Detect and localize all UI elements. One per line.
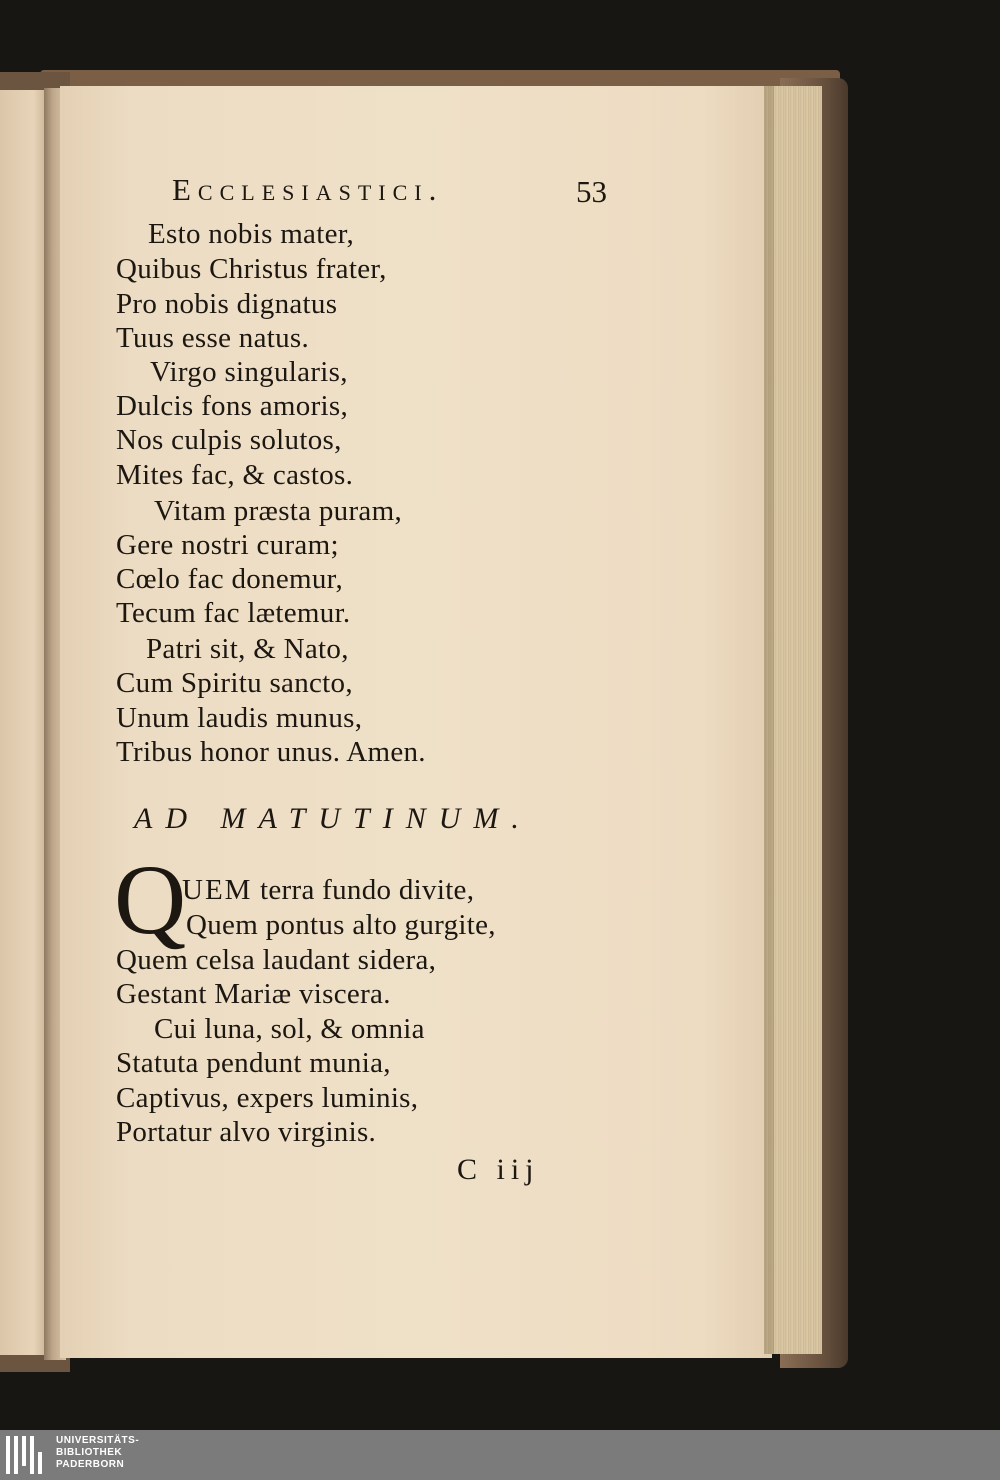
library-footer bbox=[0, 1430, 1000, 1480]
verse-line: Pro nobis dignatus bbox=[116, 288, 338, 320]
verse-line: Tribus honor unus. Amen. bbox=[116, 736, 426, 768]
verse-line: Dulcis fons amoris, bbox=[116, 390, 349, 422]
page-number: 53 bbox=[576, 174, 607, 209]
verse-line: Cui luna, sol, & omnia bbox=[154, 1013, 425, 1045]
verse-line: Gestant Mariæ viscera. bbox=[116, 978, 391, 1010]
first-line-rest: terra fundo divite, bbox=[252, 874, 475, 906]
verse-line: Quem celsa laudant sidera, bbox=[116, 944, 437, 976]
verse-line: Tecum fac lætemur. bbox=[116, 597, 351, 629]
verse-line: Nos culpis solutos, bbox=[116, 424, 342, 456]
signature-mark: C iij bbox=[457, 1153, 540, 1186]
section-heading: AD MATUTINUM. bbox=[134, 802, 532, 835]
verse-line: Quem pontus alto gurgite, bbox=[186, 909, 496, 941]
verse-line: Gere nostri curam; bbox=[116, 529, 339, 561]
verse-line: Unum laudis munus, bbox=[116, 702, 363, 734]
logo-line: BIBLIOTHEK bbox=[56, 1447, 123, 1458]
verse-line: Mites fac, & castos. bbox=[116, 459, 354, 491]
verse-line: Virgo singularis, bbox=[150, 356, 348, 388]
verse-line-first bbox=[182, 874, 474, 907]
verse-line: Vitam præsta puram, bbox=[154, 495, 402, 527]
first-word: UEM bbox=[182, 874, 253, 906]
verse-line: Cœlo fac donemur, bbox=[116, 563, 344, 595]
logo-line: PADERBORN bbox=[56, 1459, 125, 1470]
drop-cap: Q bbox=[114, 844, 187, 955]
verse-line: Cum Spiritu sancto, bbox=[116, 667, 353, 699]
library-logo-icon bbox=[6, 1436, 46, 1474]
verse-line: Statuta pendunt munia, bbox=[116, 1047, 391, 1079]
verse-line: Quibus Christus frater, bbox=[116, 253, 387, 285]
verse-line: Captivus, expers luminis, bbox=[116, 1082, 419, 1114]
verse-line: Patri sit, & Nato, bbox=[146, 633, 349, 665]
running-head: Ecclesiastici. bbox=[172, 172, 444, 207]
verse-line: Portatur alvo virginis. bbox=[116, 1116, 377, 1148]
library-logo-text bbox=[56, 1435, 139, 1471]
verse-line: Tuus esse natus. bbox=[116, 322, 310, 354]
logo-line: UNIVERSITÄTS- bbox=[56, 1435, 140, 1446]
verse-line: Esto nobis mater, bbox=[148, 218, 355, 250]
